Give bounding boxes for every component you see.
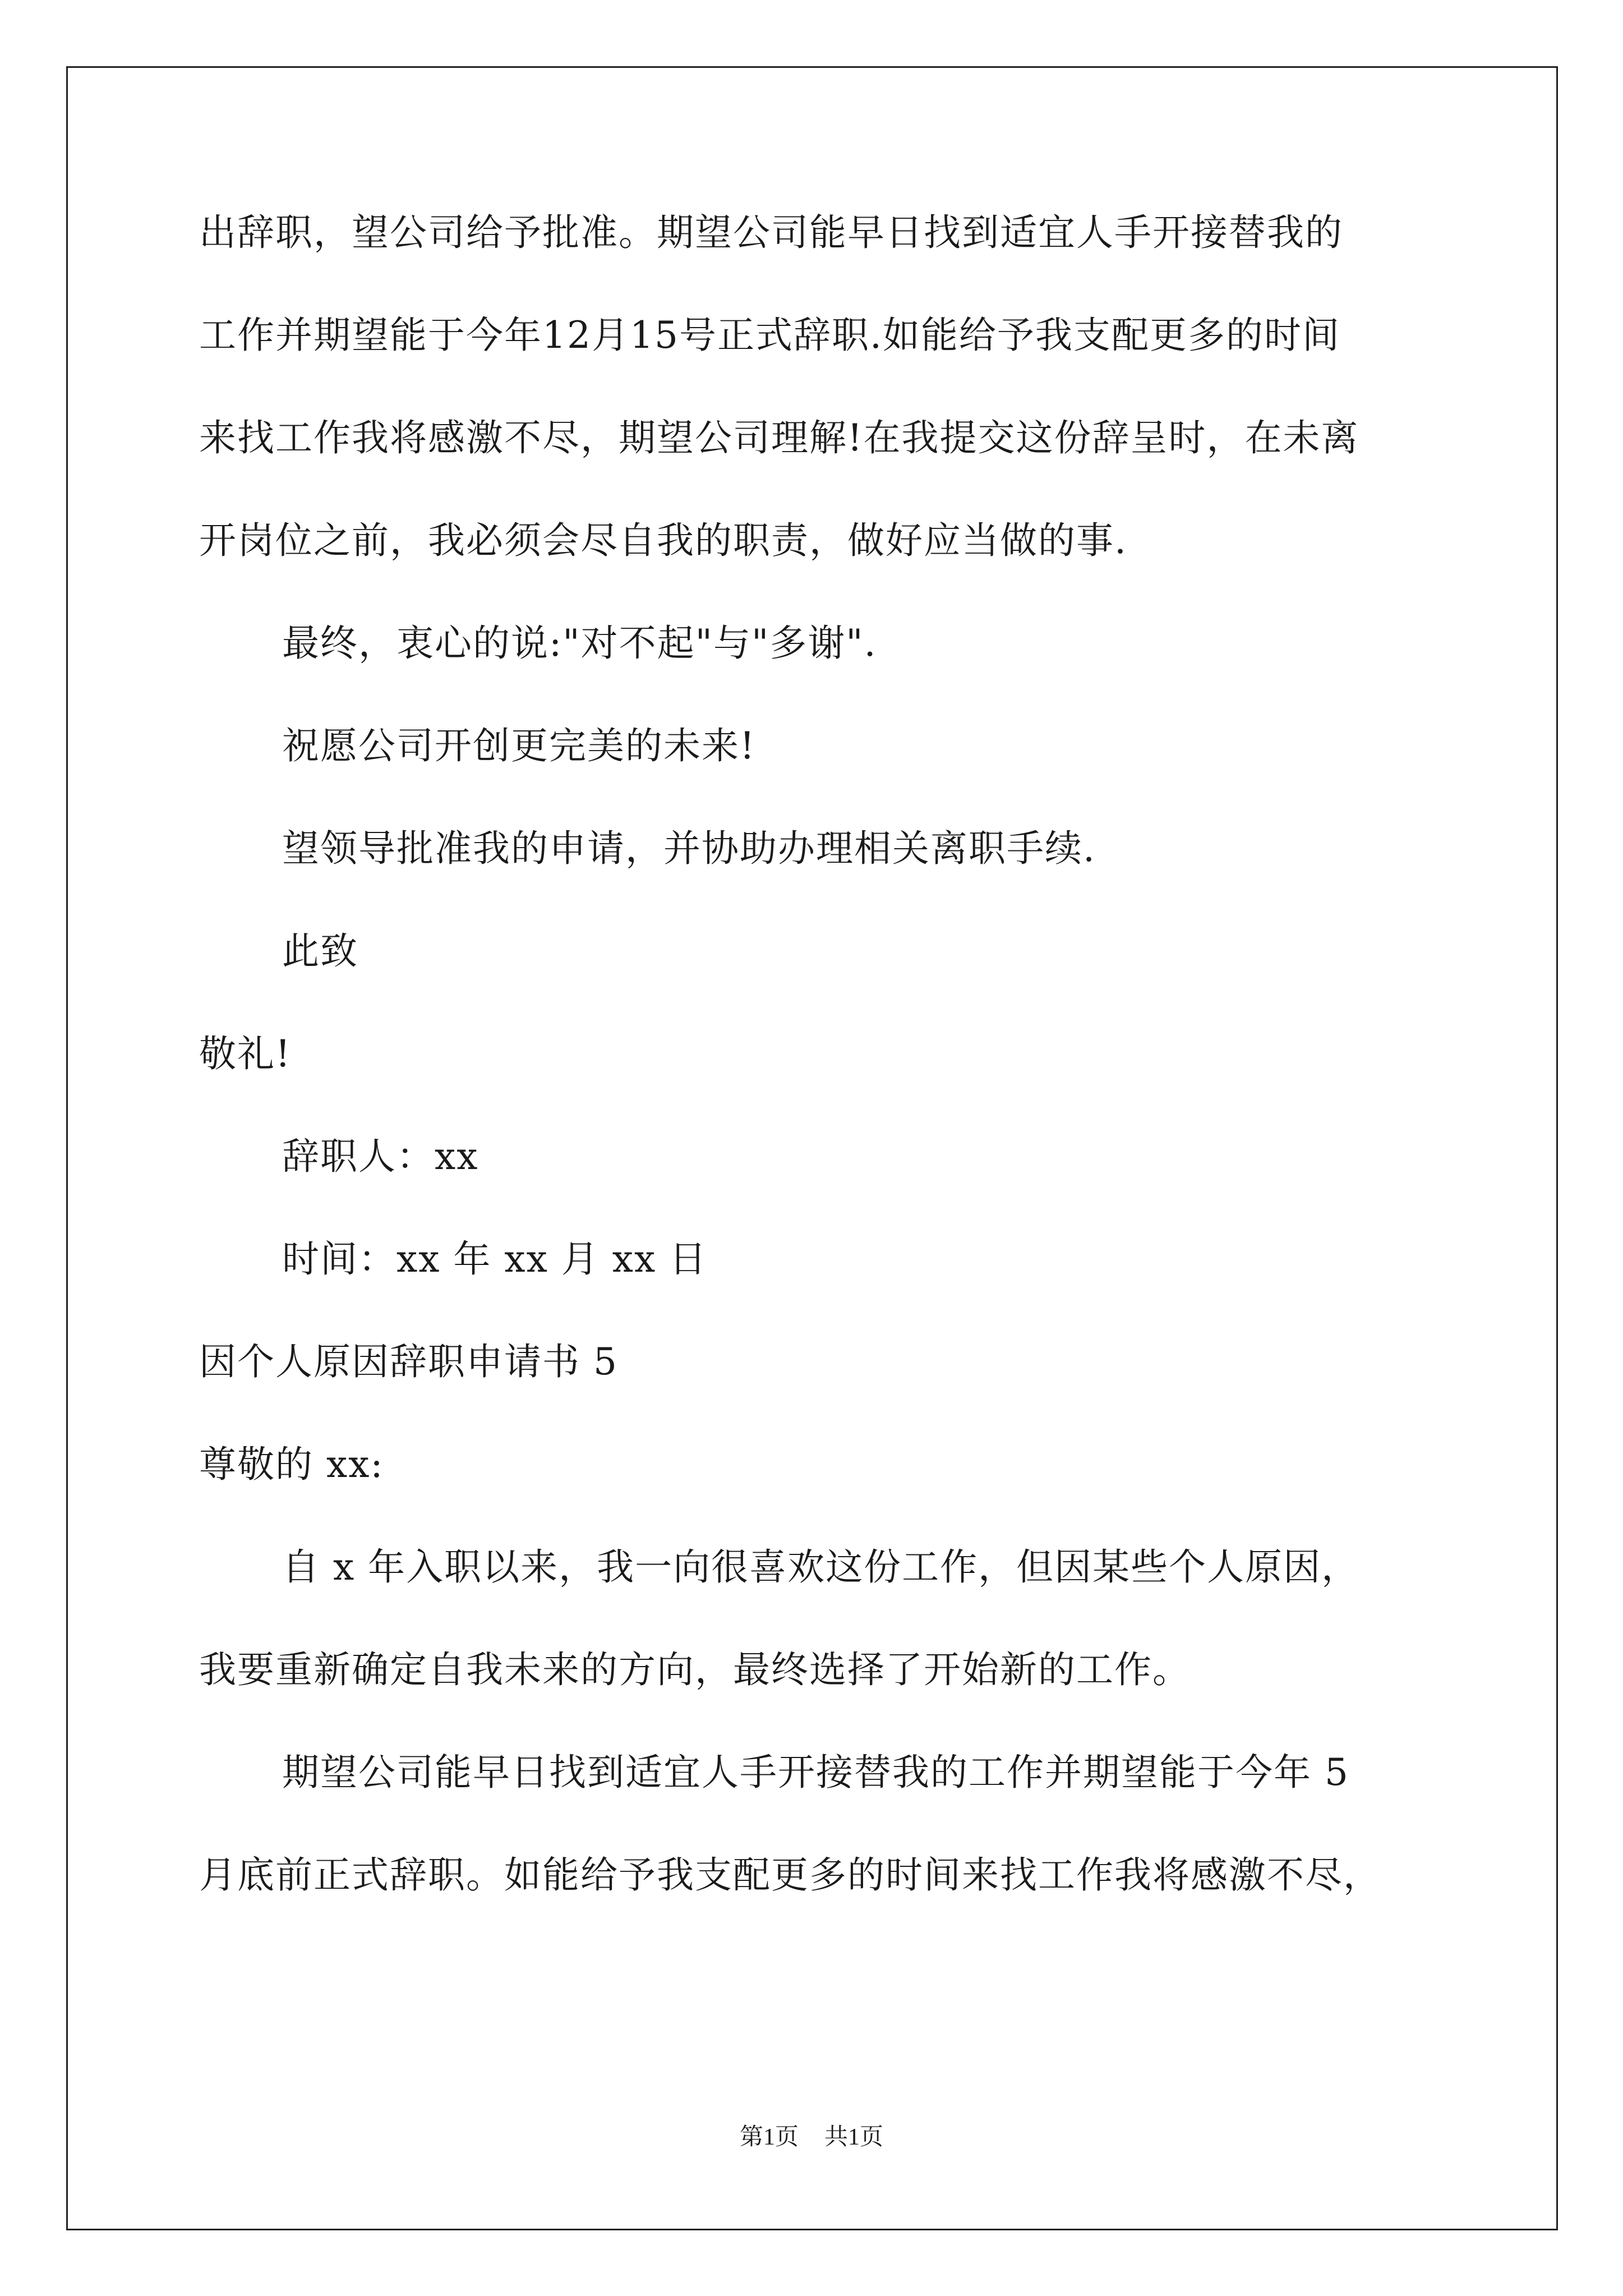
page-number: 第1页 [739,2124,799,2150]
body-line: 月底前正式辞职。如能给予我支配更多的时间来找工作我将感激不尽， [199,1853,1381,1897]
signer-line: 辞职人：xx [282,1135,479,1178]
salutation-line: 此致 [282,930,358,973]
regards-line: 敬礼! [199,1032,292,1075]
body-line: 自 x 年入职以来，我一向很喜欢这份工作，但因某些个人原因， [282,1545,1360,1589]
body-line: 我要重新确定自我未来的方向，最终选择了开始新的工作。 [199,1648,1191,1691]
request-line: 望领导批准我的申请，并协助办理相关离职手续. [282,827,1096,870]
section-title: 因个人原因辞职申请书 5 [199,1340,618,1383]
body-line: 期望公司能早日找到适宜人手开接替我的工作并期望能于今年 5 [282,1751,1349,1794]
body-line: 工作并期望能于今年12月15号正式辞职.如能给予我支配更多的时间 [199,314,1340,357]
closing-line: 最终，衷心的说:"对不起"与"多谢". [282,622,877,665]
page-footer [0,2122,1623,2153]
page-total: 共1页 [824,2124,884,2150]
wish-line: 祝愿公司开创更完美的未来! [282,724,756,767]
body-line: 来找工作我将感激不尽，期望公司理解!在我提交这份辞呈时，在未离 [199,416,1359,459]
date-line: 时间：xx 年 xx 月 xx 日 [282,1237,708,1281]
body-line: 开岗位之前，我必须会尽自我的职责，做好应当做的事. [199,519,1127,562]
greeting-line: 尊敬的 xx: [199,1443,384,1486]
body-line: 出辞职，望公司给予批准。期望公司能早日找到适宜人手开接替我的 [199,211,1343,254]
